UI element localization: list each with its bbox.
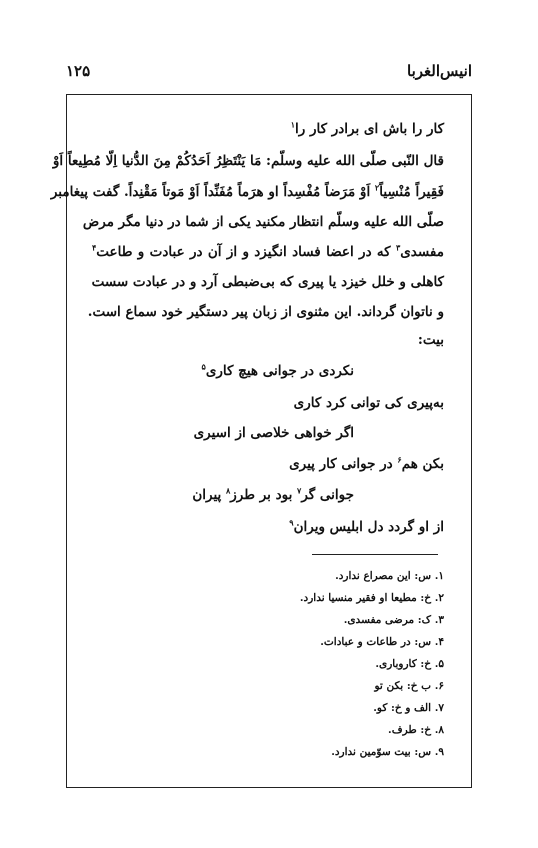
paragraph-line: صلّی الله علیه وسلّم انتظار مکنید یکی از شما در دنیا مگر مرض bbox=[82, 214, 444, 230]
footnote: ۶. ب خ: بکن تو bbox=[374, 680, 444, 692]
footnote: ۴. س: در طاعات و عبادات. bbox=[320, 636, 444, 648]
verse-line: جوانی گر$^۷$ بود بر طرز$^۸$ پیران bbox=[192, 485, 354, 503]
paragraph-line: کاهلی و خلل خیزد یا پیری که بی‌ضبطی آرد و در عبادت سست bbox=[91, 274, 444, 290]
verse-line: به‌پیری کی توانی کرد کاری bbox=[293, 395, 444, 411]
verse-line: نکردی در جوانی هیچ کاری$^۵$ bbox=[201, 361, 354, 379]
page-header bbox=[66, 60, 472, 84]
footnote: ۳. ک: مرضی مفسدی. bbox=[343, 614, 444, 626]
running-title: انیس‌الغربا bbox=[407, 62, 472, 80]
page-number: ۱۲۵ bbox=[66, 62, 91, 80]
footnote-ref: ۸ bbox=[225, 485, 231, 496]
footnote-ref: ۲ bbox=[374, 182, 380, 193]
footnote-ref: ۹ bbox=[289, 517, 294, 528]
footnote-ref: ۳ bbox=[395, 242, 401, 253]
footnote: ۸. خ: طرف. bbox=[388, 724, 444, 736]
footnote-ref: ۷ bbox=[297, 485, 302, 496]
footnote-ref: ۱ bbox=[290, 119, 295, 130]
paragraph-line: مفسدی$^۳$ که در اعضا فساد انگیزد و از آن در عبادت و طاعت$^۴$ bbox=[92, 242, 444, 260]
footnote: ۵. خ: کاروباری. bbox=[375, 658, 444, 670]
footnote-ref: ۵ bbox=[201, 361, 206, 372]
paragraph-line: قال النّبی صلّی الله علیه وسلّم: مَا یَنْتَظِرُ اَحَدُکُمْ مِنَ الدُّنیا اِلّا مُطِیعاً اَوْ bbox=[52, 153, 444, 169]
footnote: ۹. س: بیت سوّمین ندارد. bbox=[331, 746, 444, 758]
paragraph-line: و ناتوان گرداند. این مثنوی از زبان پیر دستگیر خود سماع است. bbox=[87, 304, 444, 320]
footnote-ref: ۴ bbox=[92, 242, 97, 253]
verse-line: اگر خواهی خلاصی از اسیری bbox=[193, 425, 354, 441]
footnote: ۷. الف و خ: کو. bbox=[373, 702, 444, 714]
footnote-divider bbox=[312, 554, 438, 555]
paragraph-line: بیت: bbox=[417, 332, 444, 348]
verse-line: از او گردد دل ابلیس ویران$^۹$ bbox=[289, 517, 444, 535]
footnote-ref: ۶ bbox=[397, 454, 402, 465]
footnote: ۲. خ: مطیعا او فقیر منسیا ندارد. bbox=[299, 592, 444, 604]
section-heading: کار را باش ای برادر کار را$^۱$ bbox=[290, 119, 444, 137]
paragraph-line: فَقِیراً مُنْسِیاً$^۲$ اَوْ مَرَضاً مُفْسِداً او هرَماً مُفَنِّداً اَوْ مَوتاً مَقْنِداً. گفت پیغامبر bbox=[50, 182, 444, 200]
verse-line: بکن هم$^۶$ در جوانی کار پیری bbox=[289, 454, 444, 472]
footnote: ۱. س: این مصراع ندارد. bbox=[335, 570, 444, 582]
